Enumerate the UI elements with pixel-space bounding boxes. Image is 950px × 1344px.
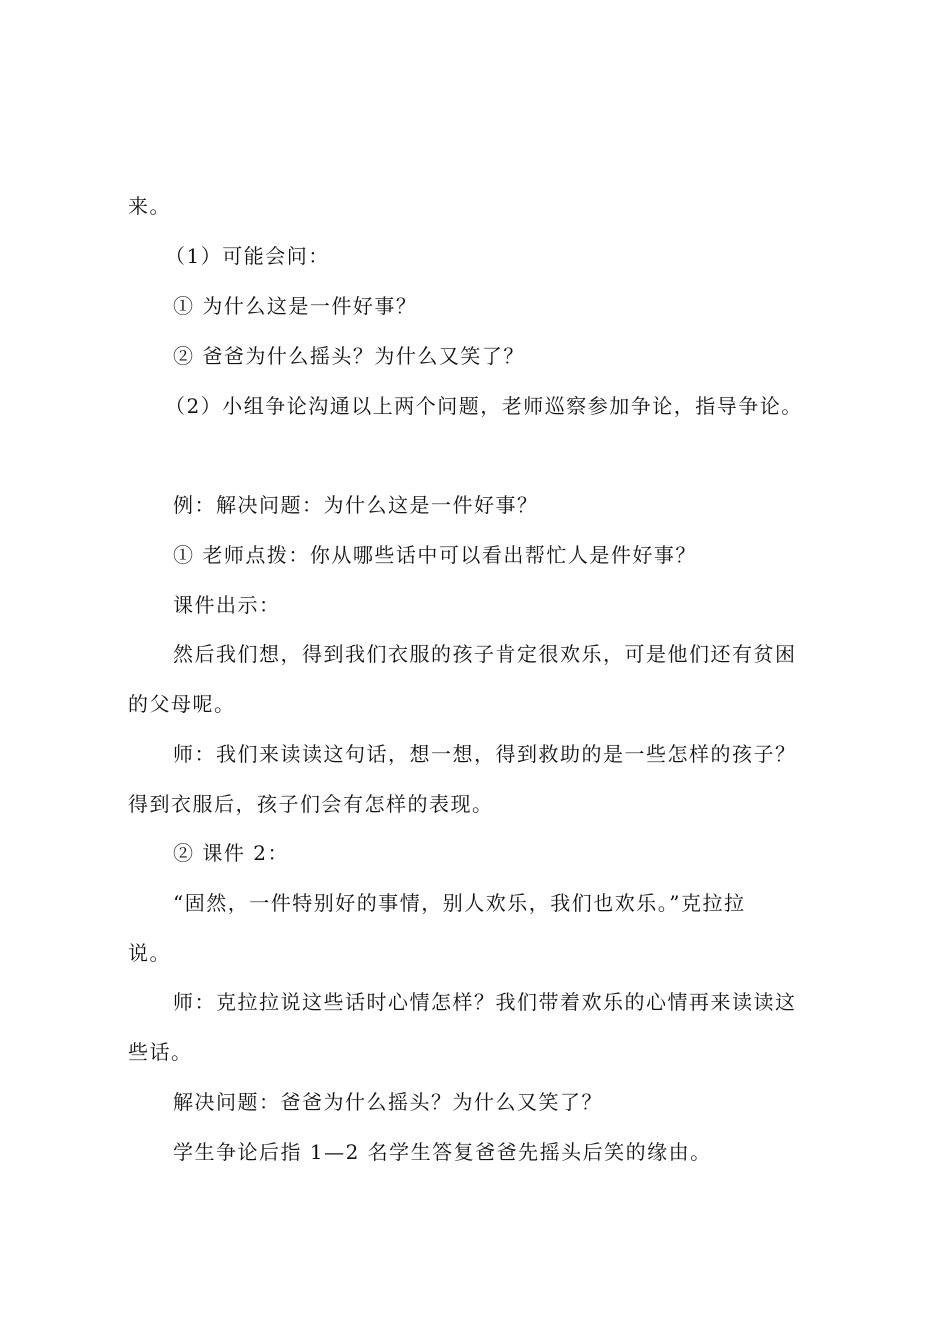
text-line: 然后我们想，得到我们衣服的孩子肯定很欢乐，可是他们还有贫困 <box>173 642 797 666</box>
text-line: （1）可能会问： <box>165 244 330 268</box>
text-line: 师：我们来读读这句话，想一想，得到救助的是一些怎样的孩子？ <box>173 742 797 766</box>
text-line: ② 课件 2： <box>173 841 289 865</box>
text-line: 学生争论后指 1—2 名学生答复爸爸先摇头后笑的缘由。 <box>173 1140 712 1164</box>
text-line: ① 为什么这是一件好事？ <box>173 294 418 318</box>
text-line: 的父母呢。 <box>128 692 236 716</box>
text-line: 说。 <box>128 941 171 965</box>
text-line: 师：克拉拉说这些话时心情怎样？我们带着欢乐的心情再来读读这 <box>173 990 797 1014</box>
text-line: 解决问题：爸爸为什么摇头？为什么又笑了？ <box>173 1090 603 1114</box>
text-line: ② 爸爸为什么摇头？为什么又笑了？ <box>173 344 525 368</box>
text-line: 得到衣服后，孩子们会有怎样的表现。 <box>128 792 494 816</box>
text-line: 些话。 <box>128 1040 193 1064</box>
text-line: “固然，一件特别好的事情，别人欢乐，我们也欢乐。”克拉拉 <box>173 891 746 915</box>
text-line: 例：解决问题：为什么这是一件好事？ <box>173 493 539 517</box>
text-line: 课件出示： <box>173 593 281 617</box>
text-line: 来。 <box>128 194 171 218</box>
text-line: ① 老师点拨：你从哪些话中可以看出帮忙人是件好事？ <box>173 543 697 567</box>
text-line: （2）小组争论沟通以上两个问题，老师巡察参加争论，指导争论。 <box>165 394 803 418</box>
